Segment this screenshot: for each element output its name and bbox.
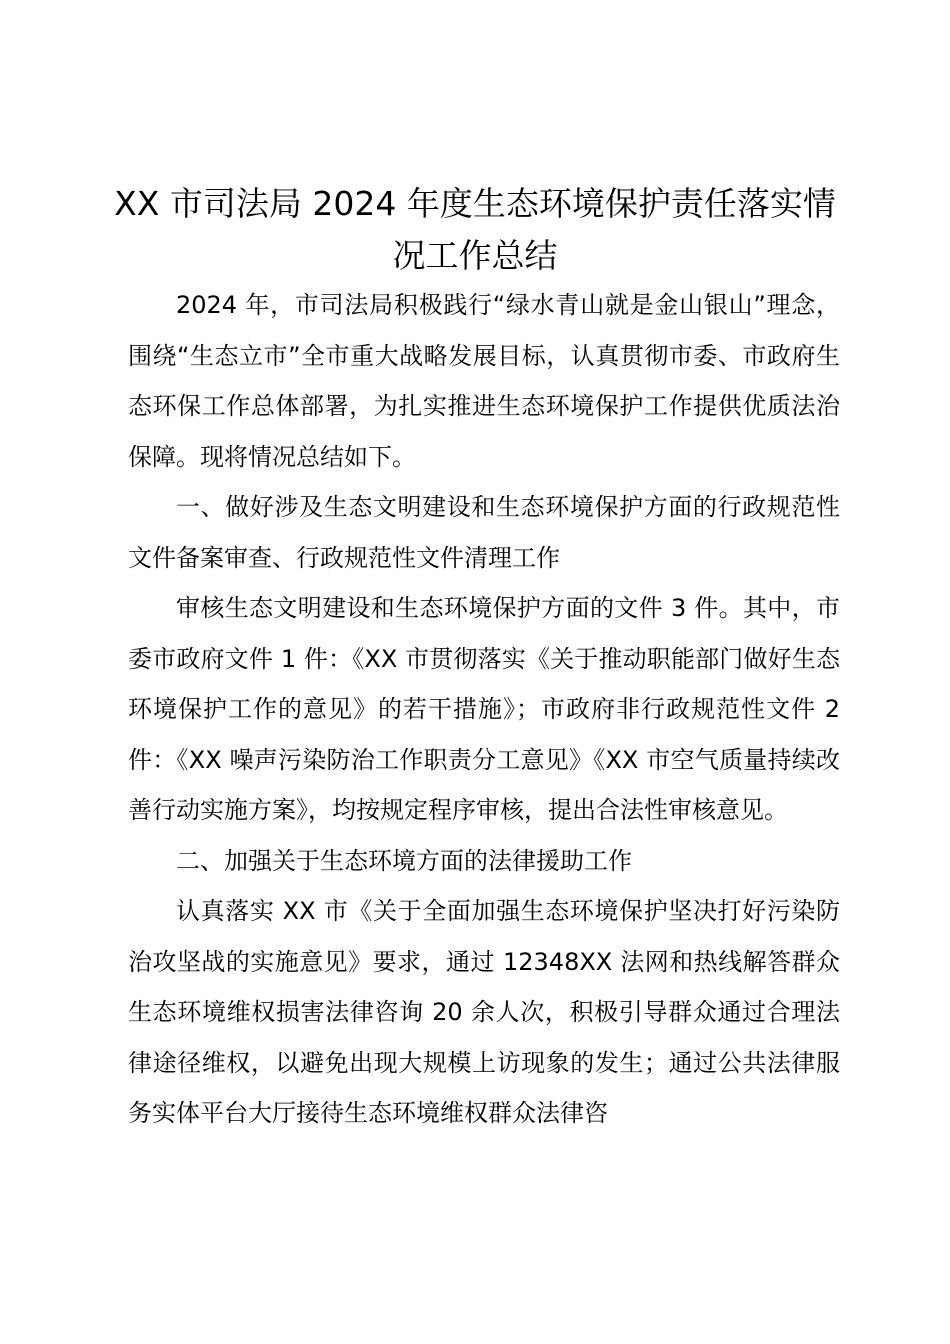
- section-heading-1: 一、做好涉及生态文明建设和生态环境保护方面的行政规范性文件备案审查、行政规范性文件清理工作: [128, 493, 840, 572]
- section-heading-2: 二、加强关于生态环境方面的法律援助工作: [176, 846, 632, 875]
- paragraph-intro: 2024 年，市司法局积极践行“绿水青山就是金山银山”理念，围绕“生态立市”全市重大战略发展目标，认真贯彻市委、市政府生态环保工作总体部署，为扎实推进生态环境保护工作提供优质法治保障。现将情况总结如下。: [128, 291, 840, 471]
- paragraph-section-2: 认真落实 XX 市《关于全面加强生态环境保护坚决打好污染防治攻坚战的实施意见》要求，通过 12348XX 法网和热线解答群众生态环境维权损害法律咨询 20 余人次，积极引导群众通过合理法律途径维权，以避免出现大规模上访现象的发生；通过公共法律服务实体平台大厅接待生态环境维权群众法律咨: [128, 897, 840, 1127]
- document-title: XX 市司法局 2024 年度生态环境保护责任落实情况工作总结: [114, 184, 836, 275]
- paragraph-section-1: 审核生态文明建设和生态环境保护方面的文件 3 件。其中，市委市政府文件 1 件：《XX 市贯彻落实《关于推动职能部门做好生态环境保护工作的意见》的若干措施》；市政府非行政规范性文件 2 件：《XX 噪声污染防治工作职责分工意见》《XX 市空气质量持续改善行动实施方案》，均按规定程序审核，提出合法性审核意见。: [128, 594, 840, 824]
- document-body: [128, 280, 840, 1139]
